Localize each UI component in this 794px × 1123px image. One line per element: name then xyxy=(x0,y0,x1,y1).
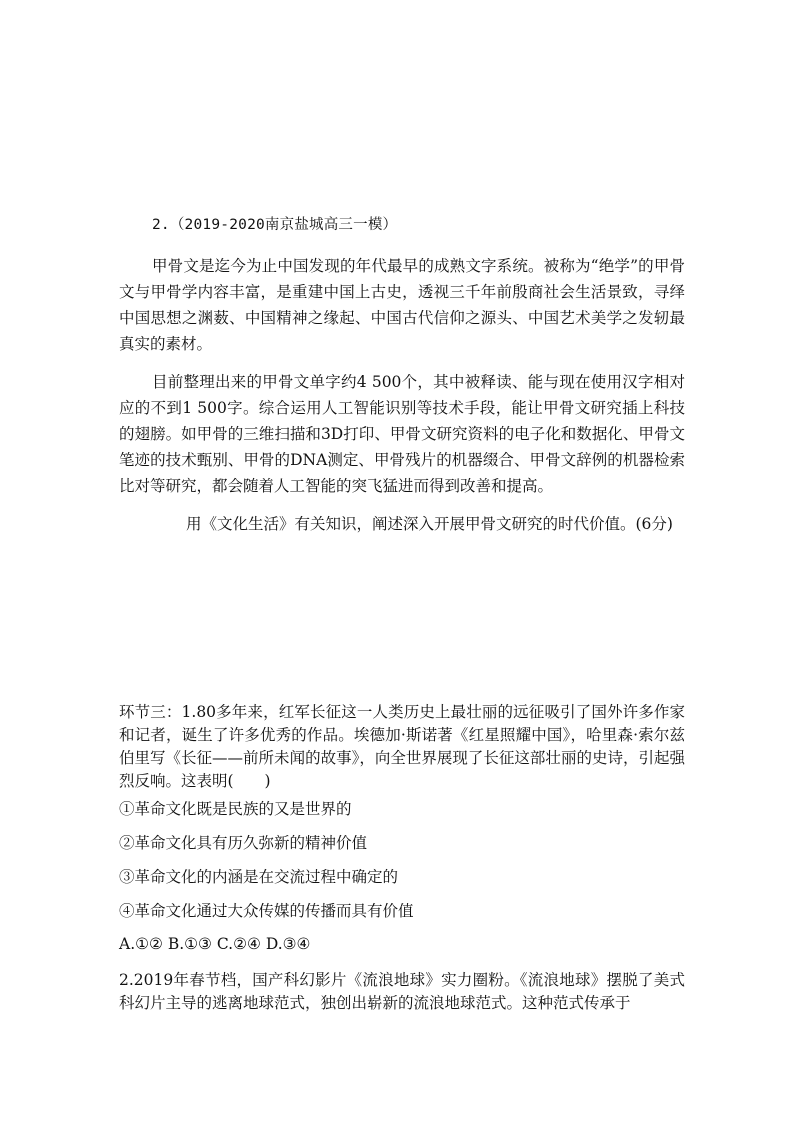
answer-choices: A.①② B.①③ C.②④ D.③④ xyxy=(119,935,311,953)
option-2: ②革命文化具有历久弥新的精神价值 xyxy=(119,834,368,852)
passage-paragraph-2: 目前整理出来的甲骨文单字约4 500个，其中被释读、能与现在使用汉字相对应的不到1 500字。综合运用人工智能识别等技术手段，能让甲骨文研究插上科技的翅膀。如甲骨的三维扫描和3D打印、甲骨文研究资料的电子化和数据化、甲骨文笔迹的技术甄别、甲骨的DNA测定、甲骨残片的机器缀合、甲骨文辞例的机器检索比对等研究，都会随着人工智能的突飞猛进而得到改善和提高。 xyxy=(119,373,685,495)
passage-paragraph-1: 甲骨文是迄今为止中国发现的年代最早的成熟文字系统。被称为“绝学”的甲骨文与甲骨学内容丰富，是重建中国上古史，透视三千年前殷商社会生活景致，寻绎中国思想之渊薮、中国精神之缘起、中国古代信仰之源头、中国艺术美学之发轫最真实的素材。 xyxy=(119,257,685,353)
option-4: ④革命文化通过大众传媒的传播而具有价值 xyxy=(119,902,414,920)
segment-question-stem: 环节三：1.80多年来，红军长征这一人类历史上最壮丽的远征吸引了国外许多作家和记者，诞生了许多优秀的作品。埃德加·斯诺著《红星照耀中国》，哈里森·索尔兹伯里写《长征——前所未闻的故事》，向全世界展现了长征这部壮丽的史诗，引起强烈反响。这表明( ) xyxy=(119,703,685,790)
question-2-stem: 2.2019年春节档，国产科幻影片《流浪地球》实力圈粉。《流浪地球》摆脱了美式科幻片主导的逃离地球范式，独创出崭新的流浪地球范式。这种范式传承于 xyxy=(119,971,685,1012)
question-header: 2.（2019-2020南京盐城高三一模） xyxy=(152,217,398,233)
option-1: ①革命文化既是民族的又是世界的 xyxy=(119,800,352,818)
option-3: ③革命文化的内涵是在交流过程中确定的 xyxy=(119,868,399,886)
question-task: 用《文化生活》有关知识，阐述深入开展甲骨文研究的时代价值。(6分) xyxy=(186,515,673,533)
